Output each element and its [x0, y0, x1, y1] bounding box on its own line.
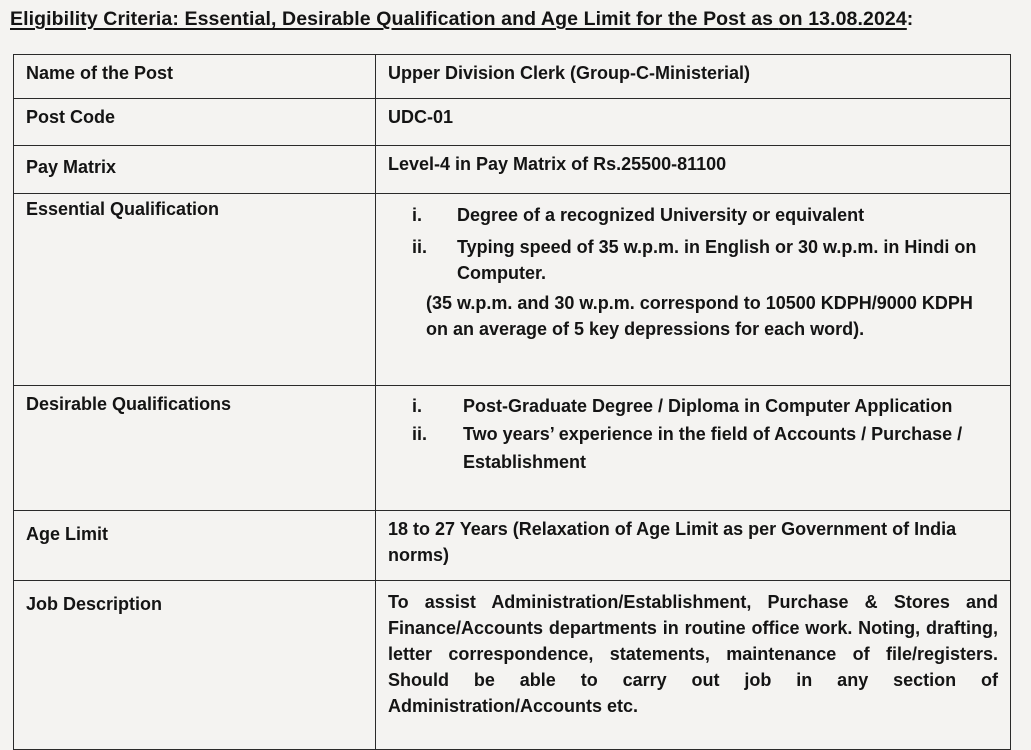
list-text: Degree of a recognized University or equivalent [457, 205, 865, 225]
list-text: Post-Graduate Degree / Diploma in Computer Application [463, 396, 953, 416]
essential-qualification-label: Essential Qualification [14, 194, 376, 386]
heading-colon: : [906, 8, 914, 30]
pay-matrix-label: Pay Matrix [14, 146, 376, 194]
list-item [412, 202, 998, 228]
list-item [412, 234, 998, 286]
table-row-post-code [14, 99, 1011, 146]
list-number: i. [412, 396, 423, 416]
list-item [412, 420, 998, 476]
age-limit-label: Age Limit [14, 511, 376, 581]
essential-qualification-value [376, 194, 1011, 386]
typing-speed-note: (35 w.p.m. and 30 w.p.m. correspond to 10500 KDPH/9000 KDPH on an average of 5 key depressions for each word). [426, 293, 973, 339]
list-number: ii. [412, 424, 428, 444]
page-heading [10, 8, 913, 31]
essential-list [388, 202, 998, 286]
pay-matrix-value: Level-4 in Pay Matrix of Rs.25500-81100 [376, 146, 1011, 194]
desirable-qualifications-value [376, 386, 1011, 511]
desirable-list [388, 392, 998, 476]
eligibility-table [13, 54, 1011, 750]
list-text: Two years’ experience in the field of Accounts / Purchase / Establishment [463, 424, 963, 472]
post-name-value: Upper Division Clerk (Group-C-Ministerial) [376, 55, 1011, 99]
list-text: Typing speed of 35 w.p.m. in English or 30 w.p.m. in Hindi on Computer. [457, 237, 977, 283]
post-code-label: Post Code [14, 99, 376, 146]
table-row-essential-qualification [14, 194, 1011, 386]
table-row-desirable-qualifications [14, 386, 1011, 511]
desirable-qualifications-label: Desirable Qualifications [14, 386, 376, 511]
heading-date: on 13.08.2024 [778, 8, 907, 30]
table-row-pay-matrix [14, 146, 1011, 194]
list-number: ii. [412, 237, 428, 257]
job-description-label: Job Description [14, 581, 376, 750]
table-row-post-name [14, 55, 1011, 99]
list-item [412, 392, 998, 420]
heading-text: Eligibility Criteria: Essential, Desirable Qualification and Age Limit for the Post as [10, 8, 779, 30]
job-description-value: To assist Administration/Establishment, Purchase & Stores and Finance/Accounts departments in routine office work. Noting, drafting, letter correspondence, statements, maintenance of file/registers. Should be able to carry out job in any section of Administration/Accounts etc. [376, 581, 1011, 750]
table-row-job-description [14, 581, 1011, 750]
list-number: i. [412, 205, 423, 225]
table-row-age-limit [14, 511, 1011, 581]
age-limit-value: 18 to 27 Years (Relaxation of Age Limit as per Government of India norms) [376, 511, 1011, 581]
post-code-value: UDC-01 [376, 99, 1011, 146]
post-name-label: Name of the Post [14, 55, 376, 99]
